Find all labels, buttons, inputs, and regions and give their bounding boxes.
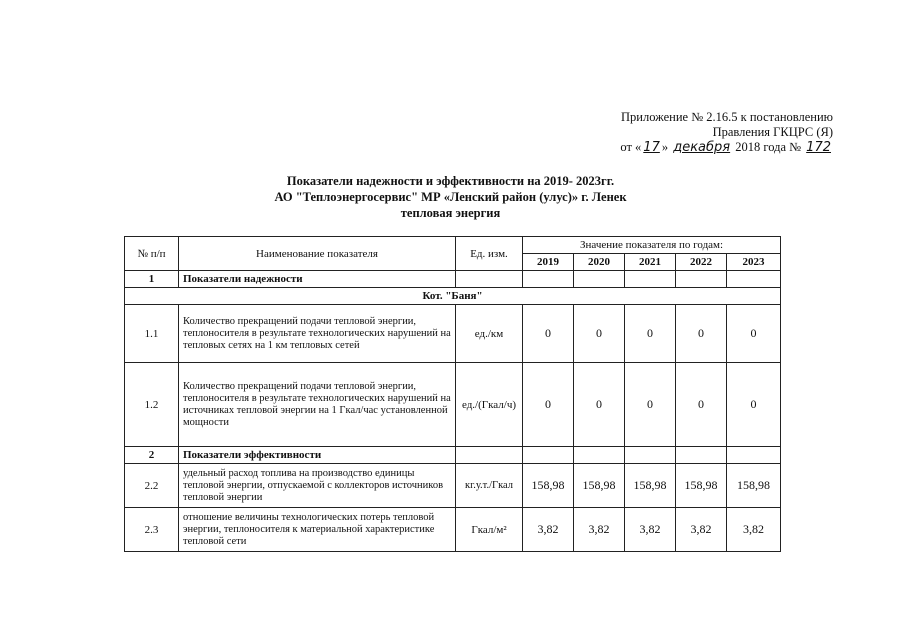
row-value: 3,82 bbox=[625, 508, 676, 552]
table-row bbox=[125, 363, 781, 447]
year-header: 2019 bbox=[523, 254, 574, 271]
row-unit: ед./(Гкал/ч) bbox=[456, 363, 523, 447]
date-mid: » bbox=[661, 140, 669, 154]
table-row bbox=[125, 508, 781, 552]
year-header: 2022 bbox=[676, 254, 727, 271]
row-value: 3,82 bbox=[676, 508, 727, 552]
col-values-header: Значение показателя по годам: bbox=[523, 237, 781, 254]
section-label: Показатели эффективности bbox=[179, 447, 456, 464]
row-num: 2.2 bbox=[125, 464, 179, 508]
handwritten-day: 17 bbox=[643, 140, 660, 155]
handwritten-number: 172 bbox=[806, 140, 831, 155]
subsection-label: Кот. "Баня" bbox=[125, 288, 781, 305]
indicators-table bbox=[124, 236, 781, 552]
row-value: 0 bbox=[574, 305, 625, 363]
approval-header bbox=[620, 110, 833, 155]
row-unit: ед./км bbox=[456, 305, 523, 363]
row-unit: кг.у.т./Гкал bbox=[456, 464, 523, 508]
row-name: Количество прекращений подачи тепловой энергии, теплоносителя в результате технологических нарушений на источниках тепловой энергии на 1 Гкал/час установленной мощности bbox=[179, 363, 456, 447]
year-header: 2023 bbox=[727, 254, 781, 271]
year-header: 2020 bbox=[574, 254, 625, 271]
year-header: 2021 bbox=[625, 254, 676, 271]
row-value: 0 bbox=[625, 363, 676, 447]
row-value: 158,98 bbox=[625, 464, 676, 508]
row-num: 1.2 bbox=[125, 363, 179, 447]
title-line-3: тепловая энергия bbox=[400, 206, 501, 220]
approval-date-line bbox=[620, 140, 833, 155]
row-value: 3,82 bbox=[574, 508, 625, 552]
section-row bbox=[125, 447, 781, 464]
section-num: 2 bbox=[125, 447, 179, 464]
table-row bbox=[125, 464, 781, 508]
col-num-header: № п/п bbox=[125, 237, 179, 271]
subsection-row bbox=[125, 288, 781, 305]
title-line-2: АО "Теплоэнергосервис" МР «Ленский район (улус)» г. Ленек bbox=[274, 190, 627, 204]
row-value: 0 bbox=[574, 363, 625, 447]
row-value: 0 bbox=[523, 305, 574, 363]
row-value: 0 bbox=[727, 305, 781, 363]
col-unit-header: Ед. изм. bbox=[456, 237, 523, 271]
row-value: 158,98 bbox=[727, 464, 781, 508]
row-name: отношение величины технологических потерь тепловой энергии, теплоносителя к материальной характеристике тепловой сети bbox=[179, 508, 456, 552]
approval-line-2: Правления ГКЦРС (Я) bbox=[712, 125, 833, 139]
row-value: 3,82 bbox=[727, 508, 781, 552]
section-row bbox=[125, 271, 781, 288]
row-num: 2.3 bbox=[125, 508, 179, 552]
approval-line-1: Приложение № 2.16.5 к постановлению bbox=[621, 110, 833, 124]
row-value: 0 bbox=[523, 363, 574, 447]
row-num: 1.1 bbox=[125, 305, 179, 363]
row-name: Количество прекращений подачи тепловой энергии, теплоносителя в результате технологических нарушений на тепловых сетях на 1 км тепловых сетей bbox=[179, 305, 456, 363]
row-value: 0 bbox=[625, 305, 676, 363]
document-title bbox=[0, 173, 901, 221]
date-prefix: от « bbox=[620, 140, 642, 154]
row-value: 158,98 bbox=[523, 464, 574, 508]
row-unit: Гкал/м² bbox=[456, 508, 523, 552]
row-value: 158,98 bbox=[676, 464, 727, 508]
row-value: 0 bbox=[676, 305, 727, 363]
row-name: удельный расход топлива на производство единицы тепловой энергии, отпускаемой с коллекторов источников тепловой энергии bbox=[179, 464, 456, 508]
section-label: Показатели надежности bbox=[179, 271, 456, 288]
handwritten-month: декабря bbox=[673, 140, 731, 155]
row-value: 0 bbox=[727, 363, 781, 447]
row-value: 158,98 bbox=[574, 464, 625, 508]
year-text: 2018 года № bbox=[735, 140, 802, 154]
title-line-1: Показатели надежности и эффективности на 2019- 2023гг. bbox=[286, 174, 615, 188]
row-value: 3,82 bbox=[523, 508, 574, 552]
section-num: 1 bbox=[125, 271, 179, 288]
col-name-header: Наименование показателя bbox=[179, 237, 456, 271]
row-value: 0 bbox=[676, 363, 727, 447]
table-row bbox=[125, 305, 781, 363]
